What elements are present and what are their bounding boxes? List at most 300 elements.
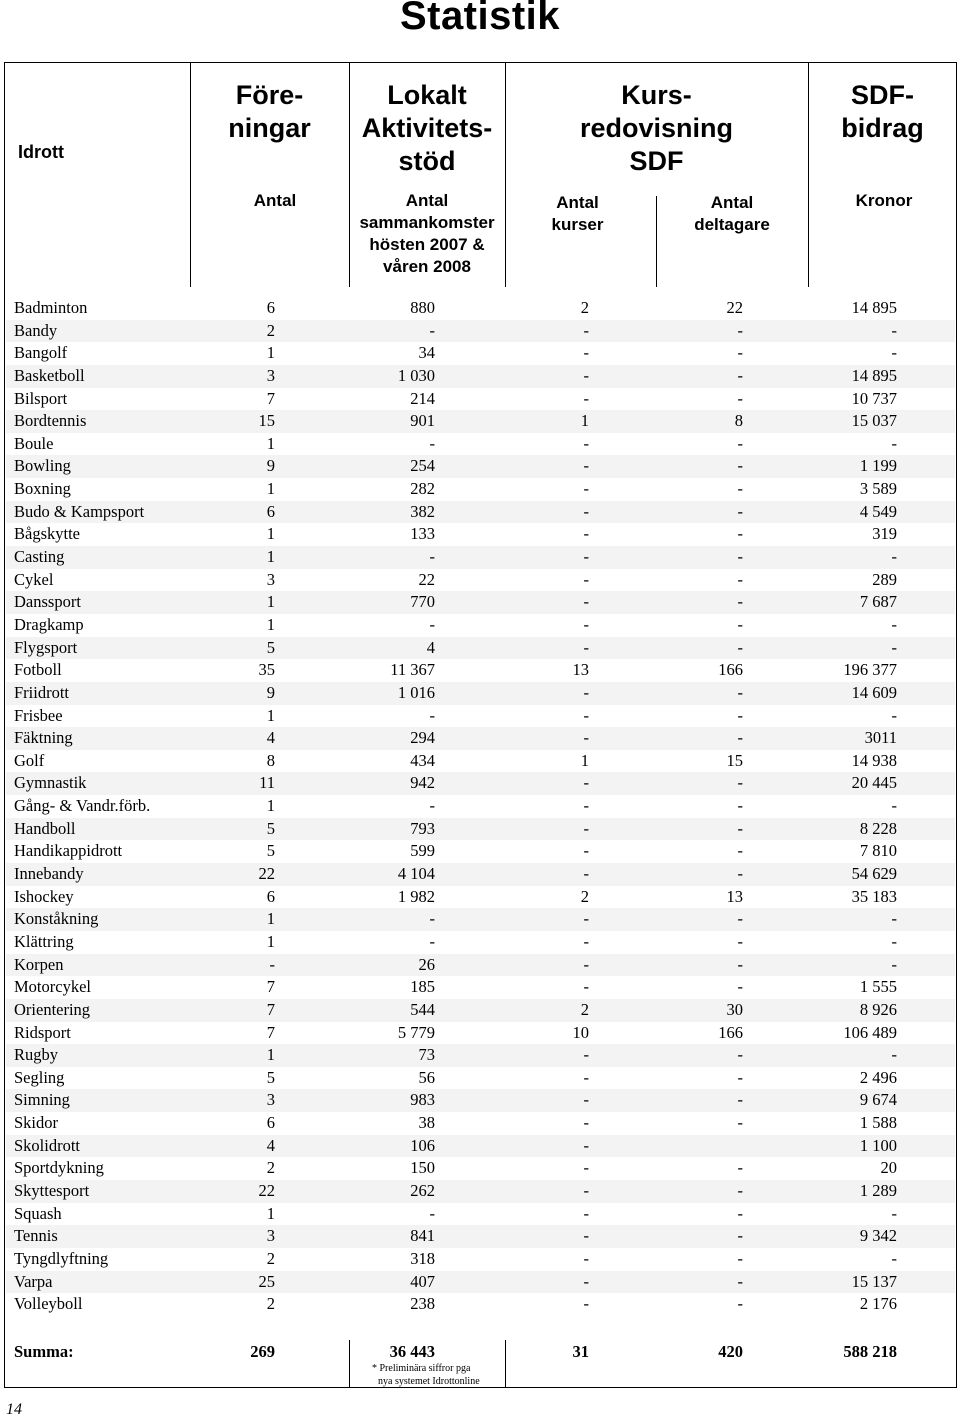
cell-sammankomster: 4	[426, 637, 435, 657]
cell-kronor: 1 289	[859, 1180, 897, 1200]
cell-sport: Tyngdlyftning	[14, 1248, 109, 1268]
summa-row	[6, 1340, 955, 1364]
page-number: 14	[6, 1401, 22, 1418]
cell-kurser: -	[583, 728, 589, 748]
sub-antal-sammankomster	[349, 190, 505, 278]
cell-foreningar: 2	[266, 320, 275, 340]
table-row	[6, 1157, 955, 1180]
cell-sport: Ridsport	[14, 1022, 71, 1042]
cell-deltagare: -	[737, 909, 743, 929]
table-row	[6, 886, 955, 909]
cell-kronor: 1 199	[859, 456, 897, 476]
cell-sammankomster: -	[429, 547, 435, 567]
cell-sport: Friidrott	[14, 682, 70, 702]
cell-sammankomster: -	[429, 931, 435, 951]
cell-kronor: 196 377	[843, 660, 897, 680]
cell-deltagare: -	[737, 343, 743, 363]
cell-foreningar: 7	[266, 1022, 275, 1042]
summa-kurser: 31	[572, 1342, 589, 1361]
cell-foreningar: 15	[258, 411, 275, 431]
cell-kronor: -	[891, 1045, 897, 1065]
cell-deltagare: -	[737, 728, 743, 748]
cell-foreningar: 1	[266, 796, 275, 816]
cell-kronor: 319	[872, 524, 897, 544]
cell-kronor: -	[891, 931, 897, 951]
cell-deltagare: -	[737, 977, 743, 997]
cell-sammankomster: 841	[410, 1226, 435, 1246]
cell-kronor: 14 609	[851, 682, 897, 702]
table-row	[6, 1180, 955, 1203]
cell-kronor: 20 445	[851, 773, 897, 793]
table-row	[6, 750, 955, 773]
cell-sammankomster: 318	[410, 1248, 435, 1268]
cell-sport: Volleyboll	[14, 1294, 83, 1314]
cell-sport: Korpen	[14, 954, 64, 974]
cell-kronor: 1 100	[859, 1135, 897, 1155]
table-row	[6, 1248, 955, 1271]
sub-line: deltagare	[694, 215, 770, 234]
cell-sammankomster: 294	[410, 728, 435, 748]
cell-kronor: 14 895	[851, 365, 897, 385]
cell-kurser: -	[583, 796, 589, 816]
cell-foreningar: 1	[266, 547, 275, 567]
cell-foreningar: 1	[266, 931, 275, 951]
summa-sammankomster: 36 443	[389, 1342, 435, 1361]
cell-foreningar: 3	[266, 1226, 275, 1246]
table-row	[6, 931, 955, 954]
cell-kurser: -	[583, 569, 589, 589]
cell-kurser: -	[583, 592, 589, 612]
cell-kurser: -	[583, 388, 589, 408]
cell-deltagare: -	[737, 365, 743, 385]
cell-sport: Boxning	[14, 479, 71, 499]
cell-foreningar: 1	[266, 524, 275, 544]
cell-deltagare: -	[737, 637, 743, 657]
table-row	[6, 455, 955, 478]
cell-deltagare: -	[737, 954, 743, 974]
cell-sport: Orientering	[14, 999, 91, 1019]
cell-deltagare: -	[737, 1294, 743, 1314]
header-idrott: Idrott	[18, 142, 64, 162]
cell-sport: Squash	[14, 1203, 62, 1223]
cell-kurser: -	[583, 1271, 589, 1291]
footnote	[372, 1362, 480, 1388]
table-row	[6, 1022, 955, 1045]
cell-kronor: -	[891, 705, 897, 725]
header-line: bidrag	[841, 113, 924, 143]
cell-foreningar: 2	[266, 1294, 275, 1314]
cell-foreningar: 6	[266, 501, 275, 521]
cell-deltagare: 22	[726, 298, 743, 317]
cell-foreningar: 6	[266, 1113, 275, 1133]
cell-deltagare: -	[737, 388, 743, 408]
table-row	[6, 863, 955, 886]
table-row	[6, 342, 955, 365]
cell-kurser: -	[583, 977, 589, 997]
cell-deltagare: -	[737, 569, 743, 589]
table-row	[6, 1203, 955, 1226]
cell-kronor: 14 938	[851, 750, 897, 770]
table-row	[6, 1225, 955, 1248]
cell-sport: Budo & Kampsport	[14, 501, 145, 521]
sub-line: våren 2008	[383, 257, 471, 276]
cell-deltagare: -	[737, 524, 743, 544]
cell-sport: Bilsport	[14, 388, 68, 408]
cell-deltagare: -	[737, 1067, 743, 1087]
cell-foreningar: 1	[266, 343, 275, 363]
cell-sport: Simning	[14, 1090, 70, 1110]
cell-kronor: 35 183	[851, 886, 897, 906]
cell-sammankomster: 942	[410, 773, 435, 793]
cell-foreningar: 1	[266, 1045, 275, 1065]
table-row	[6, 1112, 955, 1135]
cell-deltagare: -	[737, 682, 743, 702]
cell-foreningar: 22	[258, 864, 275, 884]
cell-foreningar: 1	[266, 433, 275, 453]
cell-foreningar: 4	[266, 1135, 275, 1155]
cell-sport: Varpa	[14, 1271, 53, 1291]
sub-line: kurser	[551, 215, 604, 234]
table-row	[6, 1293, 955, 1316]
cell-foreningar: 3	[266, 365, 275, 385]
sub-line: Antal	[710, 193, 754, 212]
cell-kronor: 4 549	[859, 501, 897, 521]
cell-deltagare: -	[737, 1226, 743, 1246]
cell-sammankomster: -	[429, 614, 435, 634]
cell-foreningar: 7	[266, 388, 275, 408]
cell-deltagare: -	[737, 1203, 743, 1223]
sub-line: sammankomster	[359, 213, 495, 232]
cell-sammankomster: 4 104	[397, 864, 435, 884]
cell-sport: Dragkamp	[14, 614, 84, 634]
cell-sport: Handboll	[14, 818, 76, 838]
cell-deltagare: 166	[718, 660, 743, 680]
cell-foreningar: 9	[266, 456, 275, 476]
cell-sammankomster: 150	[410, 1158, 435, 1178]
cell-sammankomster: 26	[418, 954, 435, 974]
summa-deltagare: 420	[718, 1342, 743, 1361]
cell-kronor: 9 342	[859, 1226, 897, 1246]
cell-foreningar: 35	[258, 660, 275, 680]
table-row	[6, 388, 955, 411]
table-row	[6, 433, 955, 456]
cell-deltagare: -	[737, 501, 743, 521]
cell-deltagare: -	[737, 773, 743, 793]
header-line: Kurs-	[621, 80, 692, 110]
cell-foreningar: 3	[266, 1090, 275, 1110]
cell-kurser: -	[583, 1180, 589, 1200]
cell-deltagare: -	[737, 1248, 743, 1268]
header-line: Lokalt	[387, 80, 467, 110]
table-row	[6, 705, 955, 728]
cell-kronor: -	[891, 909, 897, 929]
cell-deltagare: -	[737, 1045, 743, 1065]
table-row	[6, 999, 955, 1022]
cell-sport: Gång- & Vandr.förb.	[14, 796, 151, 816]
table-row	[6, 976, 955, 999]
table-row	[6, 818, 955, 841]
cell-kronor: -	[891, 320, 897, 340]
cell-sport: Handikappidrott	[14, 841, 123, 861]
cell-kurser: 10	[572, 1022, 589, 1042]
cell-sammankomster: -	[429, 705, 435, 725]
cell-deltagare: 8	[734, 411, 743, 431]
cell-sammankomster: 106	[410, 1135, 435, 1155]
sub-antal-foreningar: Antal	[253, 191, 297, 210]
cell-foreningar: 1	[266, 909, 275, 929]
cell-deltagare: -	[737, 796, 743, 816]
table-row	[6, 772, 955, 795]
table-row	[6, 365, 955, 388]
table-row	[6, 569, 955, 592]
cell-sammankomster: 793	[410, 818, 435, 838]
cell-sport: Bowling	[14, 456, 71, 476]
cell-sport: Innebandy	[14, 864, 84, 884]
cell-sport: Skolidrott	[14, 1135, 81, 1155]
cell-foreningar: 1	[266, 1203, 275, 1223]
cell-kurser: -	[583, 365, 589, 385]
cell-kurser: 2	[580, 886, 589, 906]
cell-kurser: -	[583, 1248, 589, 1268]
cell-kronor: 54 629	[851, 864, 897, 884]
cell-deltagare: -	[737, 1271, 743, 1291]
cell-kurser: 1	[580, 411, 589, 431]
cell-sport: Bandy	[14, 320, 58, 340]
table-row	[6, 727, 955, 750]
cell-kurser: -	[583, 909, 589, 929]
sub-antal-deltagare	[656, 192, 808, 236]
cell-sport: Cykel	[14, 569, 54, 589]
summa-foreningar: 269	[250, 1342, 275, 1361]
cell-sammankomster: 214	[410, 388, 435, 408]
cell-kurser: 1	[580, 750, 589, 770]
cell-sport: Bordtennis	[14, 411, 87, 431]
cell-sammankomster: 983	[410, 1090, 435, 1110]
header-line: ningar	[228, 113, 311, 143]
cell-deltagare: -	[737, 592, 743, 612]
header-lokalt-aktivitetsstod	[349, 79, 505, 178]
cell-sammankomster: 544	[410, 999, 435, 1019]
cell-kurser: -	[583, 614, 589, 634]
cell-deltagare: -	[737, 818, 743, 838]
cell-foreningar: -	[269, 954, 275, 974]
cell-kurser: 2	[580, 999, 589, 1019]
cell-foreningar: 1	[266, 705, 275, 725]
cell-foreningar: 5	[266, 637, 275, 657]
cell-kronor: 1 555	[859, 977, 897, 997]
cell-kurser: -	[583, 682, 589, 702]
cell-kurser: -	[583, 343, 589, 363]
sub-kronor: Kronor	[855, 191, 913, 210]
summa-label: Summa:	[14, 1342, 74, 1361]
cell-kurser: -	[583, 1067, 589, 1087]
cell-kurser: -	[583, 547, 589, 567]
cell-sammankomster: 38	[418, 1113, 435, 1133]
cell-foreningar: 9	[266, 682, 275, 702]
cell-kurser: -	[583, 841, 589, 861]
cell-kurser: -	[583, 705, 589, 725]
cell-sport: Casting	[14, 547, 65, 567]
cell-deltagare: -	[737, 1113, 743, 1133]
cell-deltagare: -	[737, 479, 743, 499]
cell-sammankomster: 1 982	[397, 886, 435, 906]
cell-kronor: 15 137	[851, 1271, 897, 1291]
cell-kurser: 13	[572, 660, 589, 680]
cell-sammankomster: 901	[410, 411, 435, 431]
cell-foreningar: 5	[266, 841, 275, 861]
cell-sammankomster: 22	[418, 569, 435, 589]
cell-foreningar: 7	[266, 977, 275, 997]
cell-sport: Klättring	[14, 931, 74, 951]
cell-sport: Tennis	[14, 1226, 58, 1246]
cell-kurser: -	[583, 1135, 589, 1155]
cell-kurser: -	[583, 637, 589, 657]
table-row	[6, 591, 955, 614]
cell-sport: Basketboll	[14, 365, 85, 385]
cell-foreningar: 25	[258, 1271, 275, 1291]
cell-kurser: -	[583, 320, 589, 340]
cell-deltagare: -	[737, 705, 743, 725]
cell-sammankomster: 185	[410, 977, 435, 997]
cell-kurser: -	[583, 1203, 589, 1223]
table-row	[6, 523, 955, 546]
table-row	[6, 614, 955, 637]
table-row	[6, 659, 955, 682]
cell-kronor: -	[891, 433, 897, 453]
cell-foreningar: 1	[266, 614, 275, 634]
cell-sport: Skidor	[14, 1113, 59, 1133]
cell-foreningar: 11	[259, 773, 275, 793]
cell-sammankomster: 880	[410, 298, 435, 317]
cell-sammankomster: -	[429, 433, 435, 453]
cell-kurser: -	[583, 433, 589, 453]
table-row	[6, 297, 955, 320]
cell-kronor: 9 674	[859, 1090, 897, 1110]
header-sdf-bidrag	[808, 79, 957, 145]
sub-line: Antal	[405, 191, 449, 210]
cell-sammankomster: 1 030	[397, 365, 435, 385]
cell-kurser: -	[583, 501, 589, 521]
cell-deltagare: -	[737, 1158, 743, 1178]
cell-kronor: 3 589	[859, 479, 897, 499]
cell-sport: Fäktning	[14, 728, 73, 748]
cell-kronor: -	[891, 796, 897, 816]
cell-kurser: -	[583, 1045, 589, 1065]
cell-deltagare: 15	[726, 750, 743, 770]
cell-sport: Ishockey	[14, 886, 74, 906]
cell-deltagare: -	[737, 1180, 743, 1200]
table-row	[6, 546, 955, 569]
cell-foreningar: 22	[258, 1180, 275, 1200]
cell-sport: Golf	[14, 750, 45, 770]
header-line: Aktivitets-	[361, 113, 493, 143]
table-row	[6, 410, 955, 433]
cell-kronor: 289	[872, 569, 897, 589]
cell-sammankomster: 770	[410, 592, 435, 612]
table-row	[6, 908, 955, 931]
table-row	[6, 1271, 955, 1294]
cell-kurser: -	[583, 1226, 589, 1246]
cell-kronor: -	[891, 1203, 897, 1223]
sub-antal-kurser	[505, 192, 650, 236]
cell-kurser: -	[583, 479, 589, 499]
cell-sport: Bangolf	[14, 343, 68, 363]
cell-sammankomster: 56	[418, 1067, 435, 1087]
header-line: stöd	[398, 146, 456, 176]
table-row	[6, 682, 955, 705]
header-kursredovisning	[505, 79, 808, 178]
cell-deltagare: 13	[726, 886, 743, 906]
cell-kronor: 8 926	[859, 999, 897, 1019]
cell-foreningar: 5	[266, 1067, 275, 1087]
cell-sport: Fotboll	[14, 660, 62, 680]
header-line: SDF	[629, 146, 684, 176]
cell-sport: Bågskytte	[14, 524, 80, 544]
sub-line: Antal	[556, 193, 599, 212]
cell-sport: Gymnastik	[14, 773, 87, 793]
table-row	[6, 954, 955, 977]
header-line: Före-	[235, 80, 304, 110]
cell-foreningar: 6	[266, 886, 275, 906]
cell-sport: Flygsport	[14, 637, 78, 657]
cell-sport: Rugby	[14, 1045, 59, 1065]
cell-kronor: 14 895	[851, 298, 897, 317]
cell-kurser: -	[583, 1294, 589, 1314]
cell-sport: Konståkning	[14, 909, 99, 929]
table-row	[6, 1067, 955, 1090]
cell-kronor: -	[891, 637, 897, 657]
cell-kronor: 106 489	[843, 1022, 897, 1042]
cell-kurser: -	[583, 773, 589, 793]
cell-sport: Segling	[14, 1067, 65, 1087]
cell-kurser: -	[583, 1113, 589, 1133]
table-row	[6, 840, 955, 863]
cell-sammankomster: 382	[410, 501, 435, 521]
cell-sammankomster: 407	[410, 1271, 435, 1291]
table-row	[6, 1044, 955, 1067]
cell-sammankomster: 1 016	[397, 682, 435, 702]
cell-sport: Badminton	[14, 298, 88, 317]
cell-sammankomster: -	[429, 1203, 435, 1223]
cell-kronor: 2 496	[859, 1067, 897, 1087]
cell-kurser: -	[583, 818, 589, 838]
cell-foreningar: 2	[266, 1158, 275, 1178]
table-row	[6, 501, 955, 524]
cell-kronor: -	[891, 614, 897, 634]
cell-kronor: -	[891, 547, 897, 567]
cell-kronor: 7 687	[859, 592, 897, 612]
cell-deltagare: -	[737, 841, 743, 861]
cell-kronor: 7 810	[859, 841, 897, 861]
cell-sport: Sportdykning	[14, 1158, 104, 1178]
cell-foreningar: 4	[266, 728, 275, 748]
cell-sport: Skyttesport	[14, 1180, 90, 1200]
header-foreningar	[190, 79, 349, 145]
footnote-line: * Preliminära siffror pga	[372, 1363, 471, 1374]
cell-foreningar: 5	[266, 818, 275, 838]
cell-sammankomster: -	[429, 796, 435, 816]
sub-line: hösten 2007 &	[369, 235, 485, 254]
cell-deltagare: 166	[718, 1022, 743, 1042]
table-row	[6, 478, 955, 501]
cell-kronor: 1 588	[859, 1113, 897, 1133]
cell-foreningar: 3	[266, 569, 275, 589]
cell-deltagare: -	[737, 614, 743, 634]
cell-sammankomster: 254	[410, 456, 435, 476]
cell-kurser: -	[583, 931, 589, 951]
cell-kurser: -	[583, 524, 589, 544]
cell-sammankomster: 133	[410, 524, 435, 544]
